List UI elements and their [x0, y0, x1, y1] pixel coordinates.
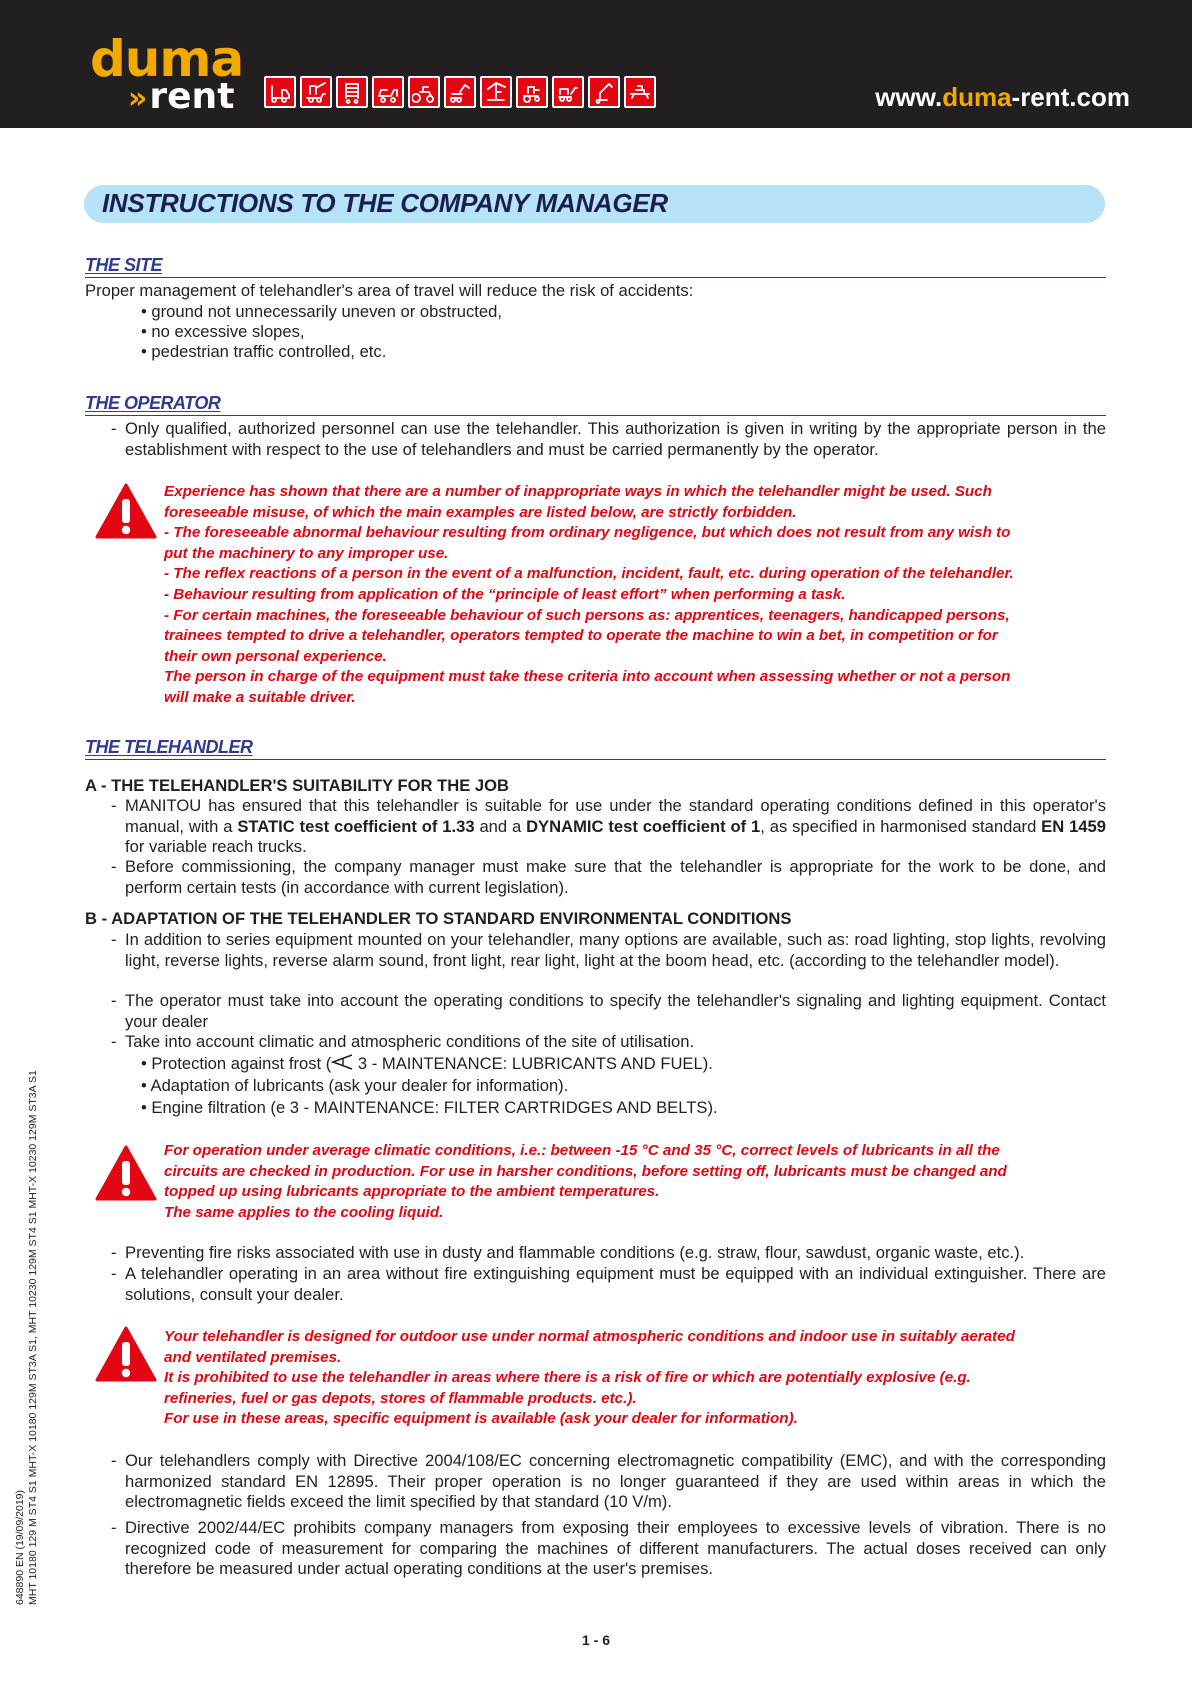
warning-line: It is prohibited to use the telehandler in areas where there is a risk of fire or which are potentially explosive (e.g. [164, 1369, 971, 1387]
explosive-area-warning [164, 1327, 1084, 1430]
dumper-icon [372, 76, 404, 108]
logo-chevron: » [128, 81, 148, 116]
suitability-item-1 [111, 796, 1106, 858]
warning-line: - The foreseeable abnormal behaviour resulting from ordinary negligence, but which does not result from any wish to [164, 524, 1011, 542]
website-suffix: -rent.com [1011, 82, 1130, 112]
static-coefficient: STATIC test coefficient of 1.33 [237, 816, 475, 836]
suitability-item-2 [111, 857, 1106, 898]
warning-line: Experience has shown that there are a number of inappropriate ways in which the telehandler might be used. Such [164, 483, 992, 500]
frost-protection-bullet [141, 1054, 713, 1075]
dash-marker: - [111, 857, 117, 876]
a1-part1: MANITOU has ensured that this telehandler is suitable for use under the standard operating conditions defined in this operator's manual, with a [125, 796, 1106, 836]
vibration-item [111, 1518, 1106, 1580]
adaptation-item-2 [111, 991, 1106, 1032]
logo-rent-word: rent [149, 76, 235, 117]
warning-line: The same applies to the cooling liquid. [164, 1203, 444, 1221]
header-band [0, 0, 1192, 128]
section-heading-telehandler [85, 736, 1106, 760]
adaptation-text-3: Take into account climatic and atmospheric conditions of the site of utilisation. [125, 1032, 695, 1051]
subsection-a-heading: A - THE TELEHANDLER'S SUITABILITY FOR THE JOB [85, 776, 510, 795]
dash-marker: - [111, 1451, 117, 1470]
site-bullet-3: • pedestrian traffic controlled, etc. [141, 342, 387, 361]
warning-triangle-icon [95, 1326, 157, 1382]
warning-line: Your telehandler is designed for outdoor use under normal atmospheric conditions and indoor use in suitably aerated [164, 1328, 1015, 1345]
frost-bullet-pre: • Protection against frost ( [141, 1054, 332, 1073]
emc-text: Our telehandlers comply with Directive 2004/108/EC concerning electromagnetic compatibility (EMC), and with the corresponding harmonized standard EN 12895. Their proper operation is no longer guaranteed if they are used within areas in which the electromagnetic fields exceed the limit specified by that standard (10 V/m). [125, 1451, 1106, 1512]
warning-line: For use in these areas, specific equipment is available (ask your dealer for information). [164, 1410, 798, 1428]
website-prefix: www. [875, 82, 943, 112]
operator-heading-text: THE OPERATOR [85, 393, 221, 413]
adaptation-item-1 [111, 930, 1106, 971]
warning-line: their own personal experience. [164, 647, 387, 665]
reference-arrow-icon [331, 1054, 353, 1070]
logo-duma-text: duma [90, 30, 244, 88]
dash-marker: - [111, 1243, 117, 1262]
dynamic-coefficient: DYNAMIC test coefficient of 1 [526, 816, 761, 836]
operator-warning [164, 482, 1084, 709]
warning-line: foreseeable misuse, of which the main examples are listed below, are strictly forbidden. [164, 503, 797, 521]
adaptation-text-2: The operator must take into account the operating conditions to specify the telehandler's signaling and lighting equipment. Contact your dealer [125, 991, 1106, 1031]
warning-triangle-icon [95, 483, 157, 539]
warning-line: will make a suitable driver. [164, 688, 356, 706]
website-url[interactable] [875, 82, 1130, 113]
lubricants-bullet: • Adaptation of lubricants (ask your dealer for information). [141, 1076, 569, 1095]
warning-line: trainees tempted to drive a telehandler, operators tempted to operate the machine to win a bet, in competition or for [164, 627, 998, 645]
warning-line: circuits are checked in production. For use in harsher conditions, before setting off, lubricants must be changed and [164, 1162, 1007, 1180]
doc-ref-line-1: 648890 EN (19/09/2019) [14, 1489, 26, 1605]
a1-part4: for variable reach trucks. [125, 837, 307, 857]
warning-line: and ventilated premises. [164, 1348, 342, 1366]
scissor-lift-icon [336, 76, 368, 108]
extinguisher-item [111, 1264, 1106, 1305]
adaptation-item-3 [111, 1032, 1106, 1053]
doc-ref-line-2: MHT 10180 129 M ST4 S1 MHT-X 10180 129M ST3A S1, MHT 10230 129M ST4 S1 MHT-X 10230 129M ST3A S1 [27, 1070, 39, 1605]
suitability-text-1 [125, 796, 1106, 858]
dash-marker: - [111, 419, 117, 438]
dash-marker: - [111, 930, 117, 949]
telehandler-icon [300, 76, 332, 108]
climate-warning [164, 1141, 1084, 1223]
adaptation-text-1: In addition to series equipment mounted on your telehandler, many options are available, such as: road lighting, stop lights, revolving light, reverse lights, reverse alarm sound, front light, rear light, light at the boom head, etc. (according to the telehandler model). [125, 930, 1106, 970]
site-heading-text: THE SITE [85, 255, 163, 275]
tractor-icon [516, 76, 548, 108]
boom-lift-icon [588, 76, 620, 108]
frost-bullet-post: 3 - MAINTENANCE: LUBRICANTS AND FUEL). [353, 1054, 713, 1073]
fire-risk-item [111, 1243, 1106, 1264]
crane-icon [480, 76, 512, 108]
forklift-icon [264, 76, 296, 108]
logo-rent-text [128, 76, 235, 117]
warning-triangle-icon [95, 1145, 157, 1201]
dash-marker: - [111, 796, 117, 815]
standard-en1459: EN 1459 [1041, 816, 1106, 836]
warning-line: - Behaviour resulting from application of the “principle of least effort” when performing a task. [164, 585, 846, 603]
telehandler-heading-text: THE TELEHANDLER [85, 737, 253, 757]
a1-part3: , as specified in harmonised standard [760, 816, 1042, 836]
subsection-b-heading: B - ADAPTATION OF THE TELEHANDLER TO STANDARD ENVIRONMENTAL CONDITIONS [85, 909, 792, 928]
dash-marker: - [111, 1518, 117, 1537]
dash-marker: - [111, 991, 117, 1010]
dash-marker: - [111, 1264, 117, 1283]
section-heading-site [85, 254, 1106, 278]
document-reference-side-text [14, 1070, 40, 1605]
site-intro: Proper management of telehandler's area of travel will reduce the risk of accidents: [85, 281, 694, 300]
section-heading-operator [85, 392, 1106, 416]
excavator-icon [444, 76, 476, 108]
operator-item [111, 419, 1106, 460]
operator-text: Only qualified, authorized personnel can use the telehandler. This authorization is given in writing by the appropriate person in the establishment with respect to the use of telehandlers and must be carried permanently by the operator. [125, 419, 1106, 459]
loader-icon [552, 76, 584, 108]
machine-icon-strip [264, 76, 656, 108]
warning-line: The person in charge of the equipment must take these criteria into account when assessing whether or not a person [164, 668, 1011, 686]
aerial-platform-icon [624, 76, 656, 108]
site-bullet-2: • no excessive slopes, [141, 322, 305, 341]
page-title: INSTRUCTIONS TO THE COMPANY MANAGER [102, 188, 668, 218]
suitability-text-2: Before commissioning, the company manager must make sure that the telehandler is appropriate for the work to be done, and perform certain tests (in accordance with current legislation). [125, 857, 1106, 897]
emc-item [111, 1451, 1106, 1513]
title-bar [84, 185, 1105, 223]
extinguisher-text: A telehandler operating in an area without fire extinguishing equipment must be equipped with an individual extinguisher. There are solutions, consult your dealer. [125, 1264, 1106, 1304]
page-number: 1 - 6 [581, 1632, 610, 1648]
warning-line: For operation under average climatic conditions, i.e.: between -15 °C and 35 °C, correct levels of lubricants in all the [164, 1142, 1000, 1159]
website-accent: duma [942, 82, 1012, 112]
dash-marker: - [111, 1032, 117, 1051]
warning-line: refineries, fuel or gas depots, stores of flammable products. etc.). [164, 1389, 637, 1407]
engine-filtration-bullet: • Engine filtration (e 3 - MAINTENANCE: FILTER CARTRIDGES AND BELTS). [141, 1098, 718, 1117]
a1-part2: and a [474, 816, 527, 836]
roller-icon [408, 76, 440, 108]
vibration-text: Directive 2002/44/EC prohibits company managers from exposing their employees to excessive levels of vibration. There is no recognized code of measurement for comparing the machines of different manufacturers. The actual doses received can only therefore be measured under actual operating conditions at the user's premises. [125, 1518, 1106, 1579]
warning-line: - The reflex reactions of a person in the event of a malfunction, incident, fault, etc. during operation of the telehandler. [164, 565, 1014, 583]
warning-line: topped up using lubricants appropriate to the ambient temperatures. [164, 1183, 660, 1201]
fire-risk-text: Preventing fire risks associated with use in dusty and flammable conditions (e.g. straw, flour, sawdust, organic waste, etc.). [125, 1243, 1025, 1262]
warning-line: put the machinery to any improper use. [164, 544, 449, 562]
warning-line: - For certain machines, the foreseeable behaviour of such persons as: apprentices, teenagers, handicapped persons, [164, 606, 1010, 624]
site-bullet-1: • ground not unnecessarily uneven or obstructed, [141, 302, 502, 321]
